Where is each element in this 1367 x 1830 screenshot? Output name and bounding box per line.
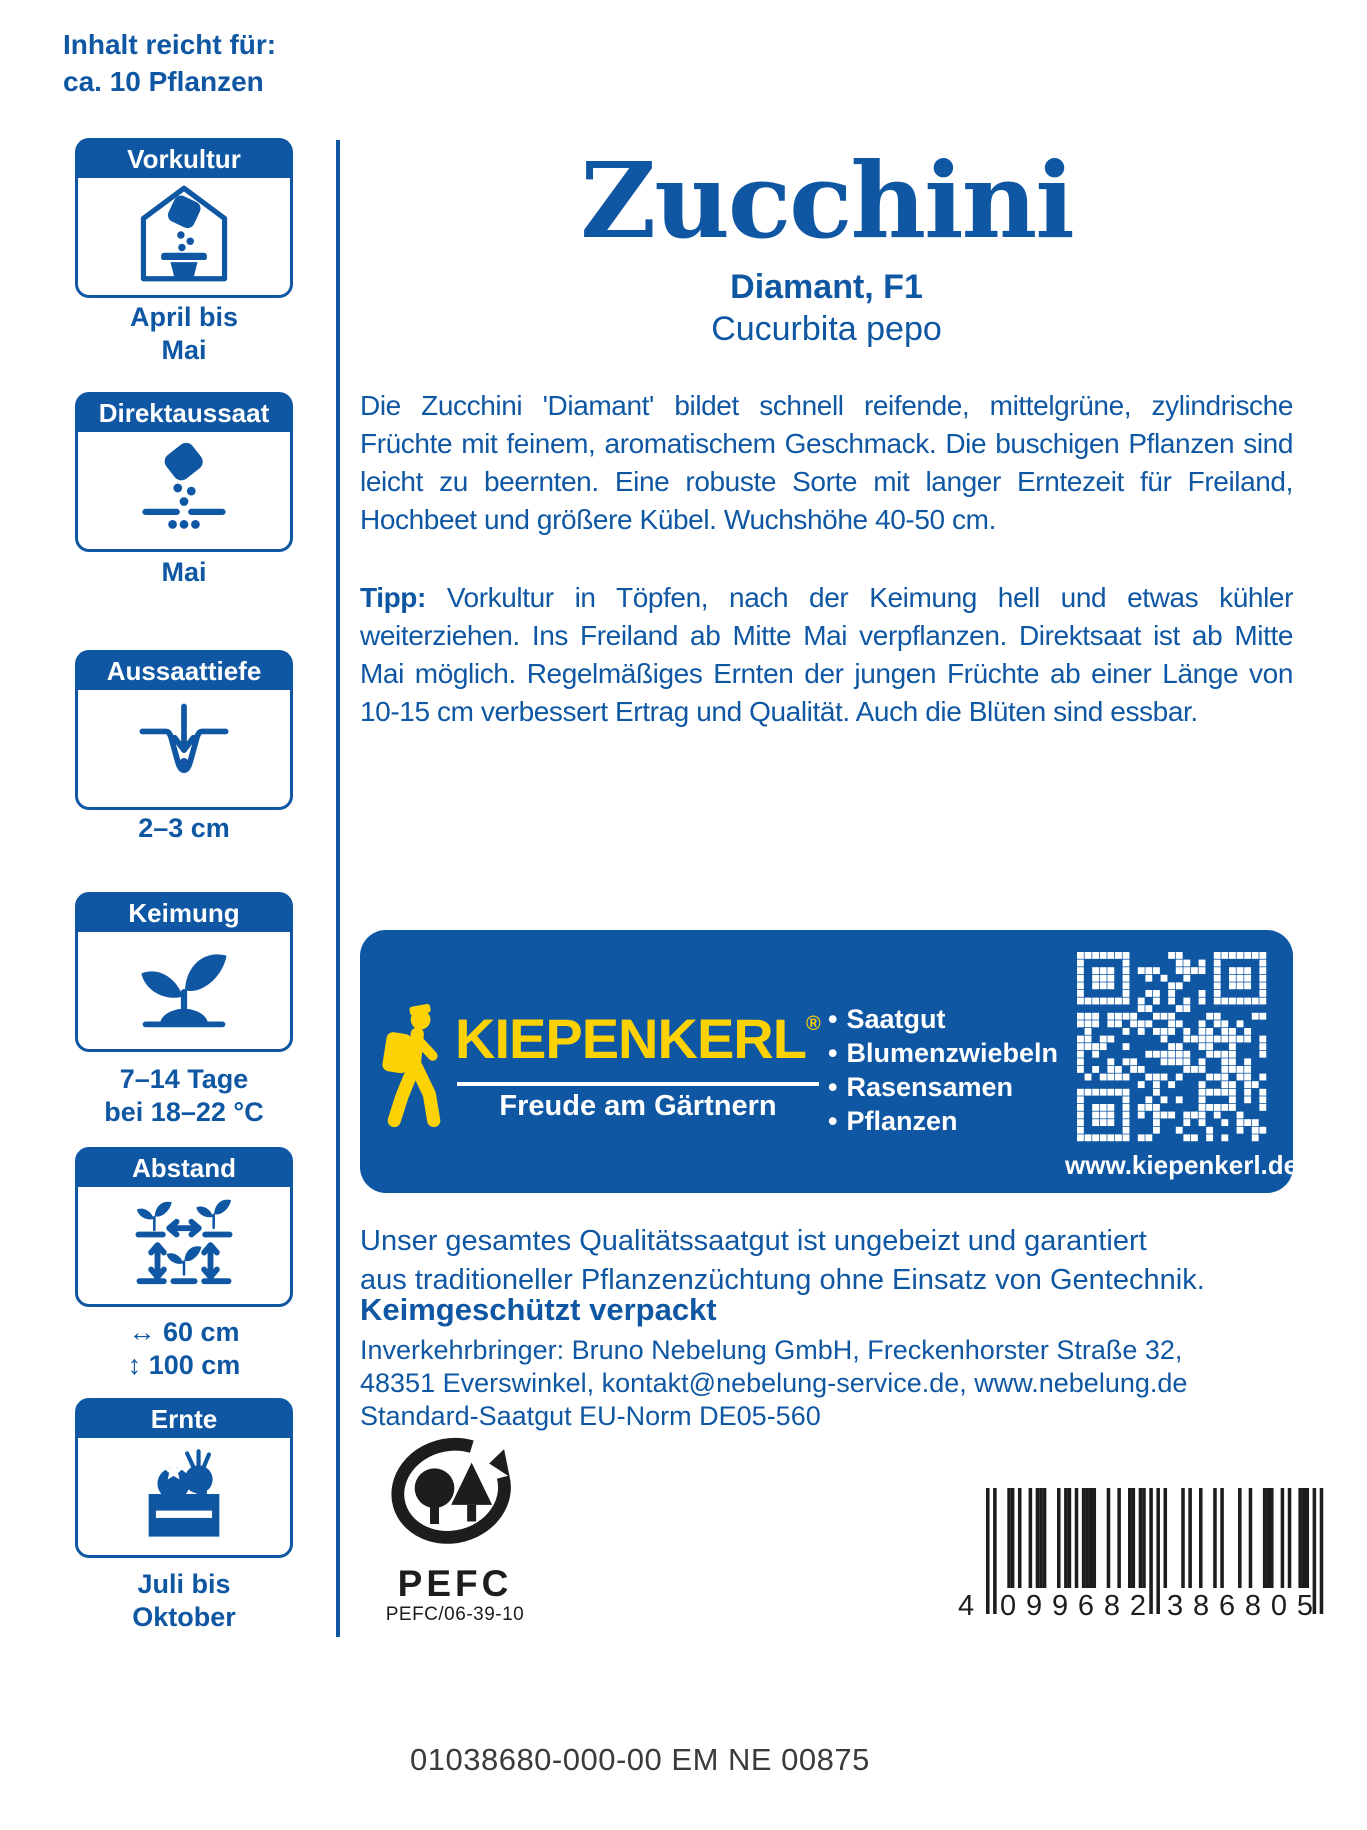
product-title: Zucchini	[580, 139, 1073, 262]
pefc-license-number: PEFC/06-39-10	[385, 1604, 525, 1625]
caption-line: 2–3 cm	[138, 813, 230, 843]
botanical-name: Cucurbita pepo	[711, 310, 942, 348]
bullet-icon: •	[828, 1106, 838, 1136]
caption-line: April bis	[129, 302, 238, 332]
kiepenkerl-man-icon	[380, 994, 448, 1144]
greenhouse-sowing-icon	[78, 178, 290, 290]
harvest-crate-icon	[78, 1438, 290, 1550]
info-box-title: Aussaattiefe	[78, 653, 290, 690]
bullet-icon: •	[828, 1072, 838, 1102]
caption-line: Mai	[161, 335, 207, 365]
info-box-direktaussaat	[75, 392, 293, 552]
germination-sprout-icon	[78, 932, 290, 1044]
quality-line: aus traditioneller Pflanzenzüchtung ohne Einsatz von Gentechnik.	[360, 1264, 1205, 1296]
content-note	[63, 26, 276, 100]
list-item	[828, 1036, 1058, 1070]
info-box-caption	[75, 1063, 293, 1129]
info-box-caption	[75, 1316, 293, 1382]
barcode-digit-group: 4	[958, 1590, 975, 1622]
column-divider	[336, 140, 340, 1637]
brand-tagline: Freude am Gärtnern	[499, 1090, 777, 1122]
website-url: www.kiepenkerl.de	[1065, 1150, 1299, 1180]
info-box-vorkultur	[75, 138, 293, 298]
info-box-caption	[75, 1568, 293, 1634]
tip-paragraph	[360, 579, 1293, 731]
info-box-title: Vorkultur	[78, 141, 290, 178]
product-category-list	[828, 1002, 1058, 1138]
plant-spacing-icon	[78, 1187, 290, 1299]
list-item	[828, 1002, 1058, 1036]
caption-line: Mai	[161, 557, 207, 587]
bullet-icon: •	[828, 1038, 838, 1068]
info-box-ernte	[75, 1398, 293, 1558]
brand-name-text: KIEPENKERL	[455, 1007, 806, 1070]
pefc-label: PEFC	[397, 1563, 513, 1604]
info-box-title: Abstand	[78, 1150, 290, 1187]
qr-code	[1077, 952, 1267, 1142]
info-box-title: Keimung	[78, 895, 290, 932]
barcode-digit-group: 0 9 9 6 8 2	[1000, 1590, 1146, 1622]
info-box-keimung	[75, 892, 293, 1052]
address-line: Standard-Saatgut EU-Norm DE05-560	[360, 1401, 821, 1431]
caption-line: ↔ 60 cm	[128, 1317, 240, 1347]
caption-line: ↕ 100 cm	[127, 1350, 241, 1380]
tip-text: Vorkultur in Töpfen, nach der Keimung hell und etwas kühler weiterziehen. Ins Freiland ab Mitte Mai verpflanzen. Direktsaat ist ab Mitte Mai möglich. Regelmäßiges Ernten der jungen Früchte ab einer Länge von 10-15 cm verbessert Ertrag und Qualität. Auch die Blüten sind essbar.	[360, 582, 1293, 727]
brand-name	[455, 1006, 821, 1071]
caption-line: 7–14 Tage	[119, 1064, 249, 1094]
packaging-claim: Keimgeschützt verpackt	[360, 1292, 717, 1327]
sowing-depth-icon	[78, 690, 290, 802]
info-box-title: Ernte	[78, 1401, 290, 1438]
list-item	[828, 1070, 1058, 1104]
address-line: 48351 Everswinkel, kontakt@nebelung-service.de, www.nebelung.de	[360, 1368, 1188, 1398]
description-paragraph: Die Zucchini 'Diamant' bildet schnell reifende, mittelgrüne, zylindrische Früchte mit feinem, aromatischem Geschmack. Die buschigen Pflanzen sind leicht zu beernten. Eine robuste Sorte mit langer Erntezeit für Freiland, Hochbeet und größere Kübel. Wuchshöhe 40-50 cm.	[360, 390, 1293, 535]
list-item-label: Pflanzen	[846, 1106, 958, 1136]
direct-sowing-icon	[78, 432, 290, 544]
tip-label: Tipp:	[360, 582, 426, 613]
caption-line: Oktober	[132, 1602, 236, 1632]
pefc-logo-icon	[380, 1437, 530, 1565]
list-item-label: Saatgut	[846, 1004, 946, 1034]
content-note-line: ca. 10 Pflanzen	[63, 66, 264, 97]
production-code: 01038680-000-00 EM NE 00875	[410, 1742, 870, 1777]
info-box-caption	[75, 301, 293, 367]
barcode-digit-group: 3 8 6 8 0 5	[1167, 1590, 1313, 1622]
quality-statement	[360, 1222, 1300, 1300]
list-item	[828, 1104, 1058, 1138]
content-note-line: Inhalt reicht für:	[63, 29, 277, 60]
caption-line: Juli bis	[137, 1569, 231, 1599]
bullet-icon: •	[828, 1004, 838, 1034]
info-box-caption	[75, 556, 293, 589]
list-item-label: Blumenzwiebeln	[846, 1038, 1058, 1068]
info-box-abstand	[75, 1147, 293, 1307]
info-box-caption	[75, 812, 293, 845]
variety-name: Diamant, F1	[730, 268, 923, 306]
address-line: Inverkehrbringer: Bruno Nebelung GmbH, Freckenhorster Straße 32,	[360, 1335, 1183, 1365]
pefc-certification	[380, 1437, 530, 1627]
ean-barcode	[950, 1488, 1340, 1628]
list-item-label: Rasensamen	[846, 1072, 1014, 1102]
distributor-info	[360, 1334, 1300, 1433]
caption-line: bei 18–22 °C	[104, 1097, 264, 1127]
quality-line: Unser gesamtes Qualitätssaatgut ist ungebeizt und garantiert	[360, 1225, 1147, 1257]
brand-underline	[457, 1082, 819, 1086]
info-box-title: Direktaussaat	[78, 395, 290, 432]
info-box-aussaattiefe	[75, 650, 293, 810]
brand-banner	[360, 930, 1299, 1193]
registered-trademark: ®	[805, 1013, 821, 1035]
